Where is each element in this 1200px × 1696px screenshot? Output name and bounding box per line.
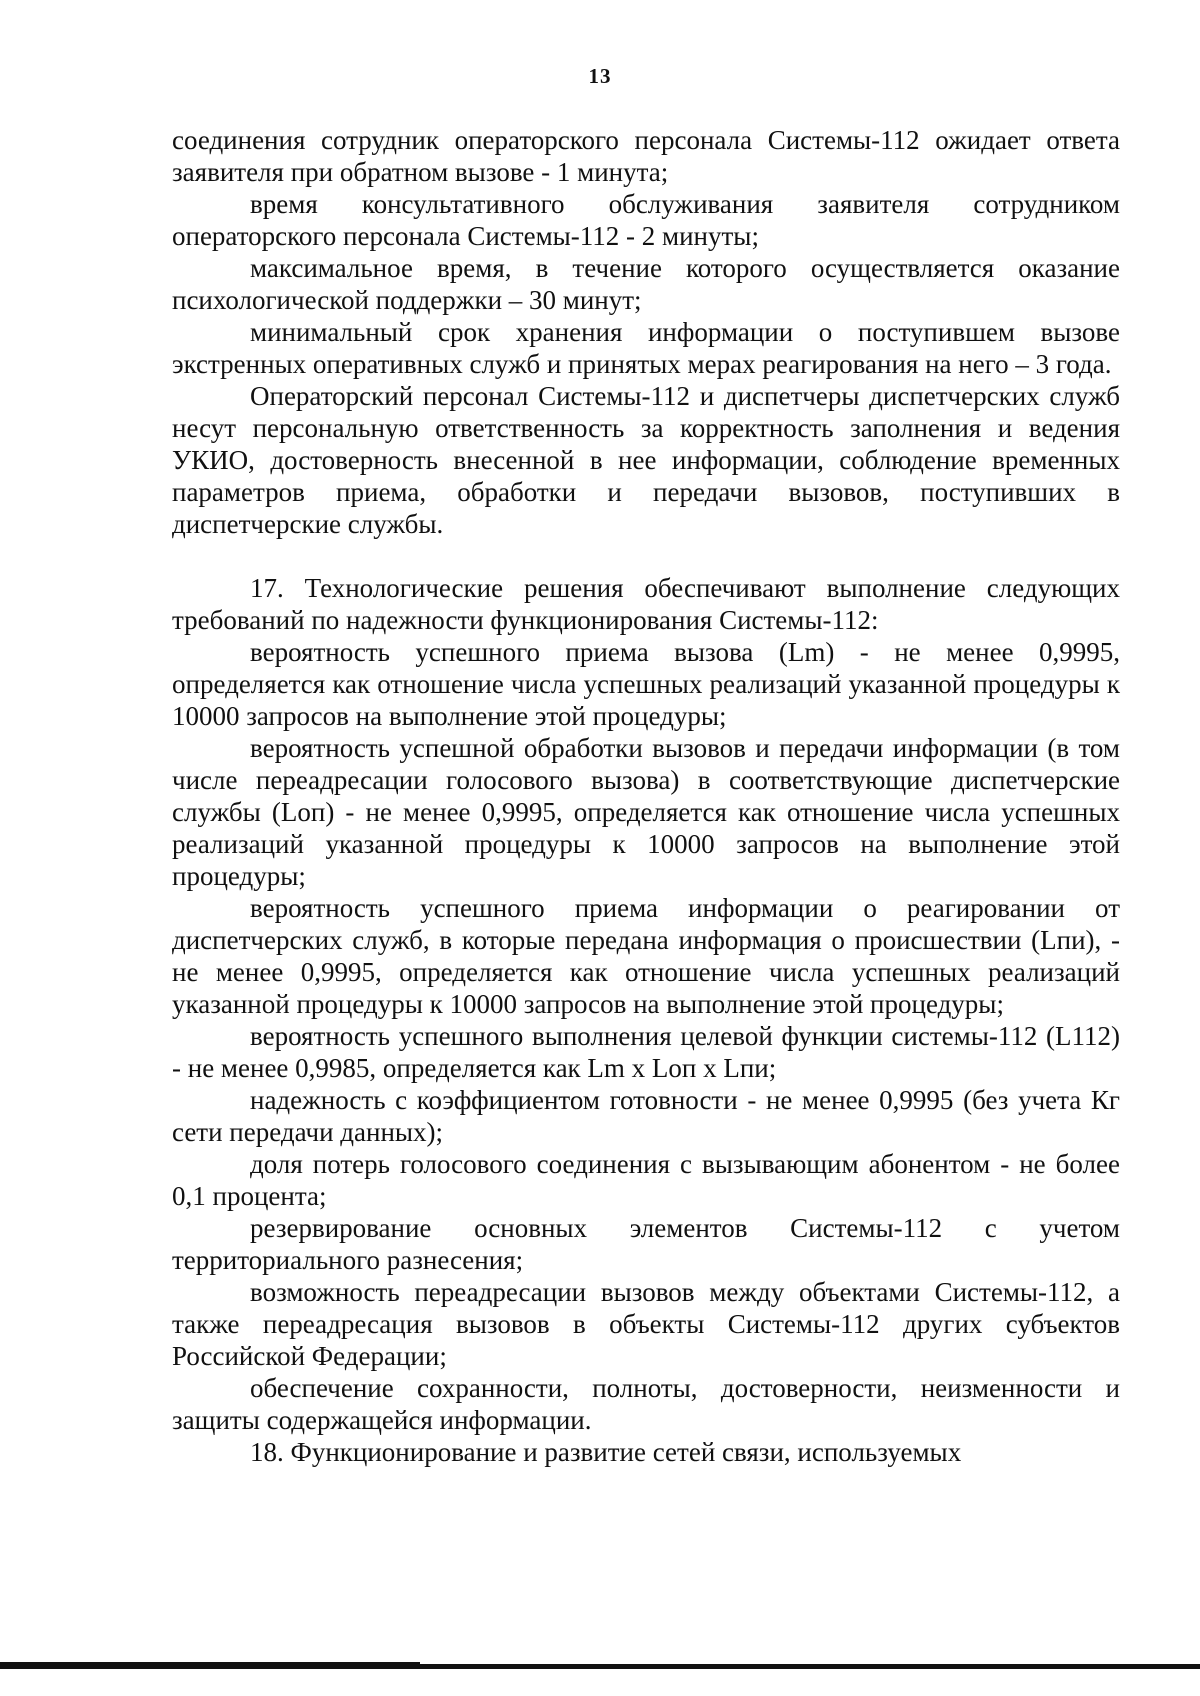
paragraph-availability: надежность с коэффициентом готовности - не менее 0,9995 (без учета Кг сети передачи данных); <box>172 1085 1120 1147</box>
paragraph-section-17: 17. Технологические решения обеспечивают выполнение следующих требований по надежности функционирования Системы-112: <box>172 573 1120 635</box>
paragraph-section-18: 18. Функционирование и развитие сетей связи, используемых <box>250 1437 962 1467</box>
paragraph-storage-period: минимальный срок хранения информации о поступившем вызове экстренных оперативных служб и принятых мерах реагирования на него – 3 года. <box>172 317 1120 379</box>
document-body <box>172 124 1120 1468</box>
paragraph-data-integrity: обеспечение сохранности, полноты, достоверности, неизменности и защиты содержащейся информации. <box>172 1373 1120 1435</box>
paragraph-redundancy: резервирование основных элементов Системы-112 с учетом территориального разнесения; <box>172 1213 1120 1275</box>
paragraph-call-processing: вероятность успешной обработки вызовов и передачи информации (в том числе переадресации голосового вызова) в соответствующие диспетчерские службы (Lоп) - не менее 0,9995, определяется как отношение числа успешных реализаций указанной процедуры к 10000 запросов на выполнение этой процедуры; <box>172 733 1120 891</box>
paragraph-psychological-support: максимальное время, в течение которого осуществляется оказание психологической поддержки – 30 минут; <box>172 253 1120 315</box>
page-number: 13 <box>588 64 612 88</box>
scan-edge-line <box>0 1664 1200 1669</box>
paragraph-target-function: вероятность успешного выполнения целевой функции системы-112 (L112) - не менее 0,9985, определяется как Lm x Lоп x Lпи; <box>172 1021 1120 1083</box>
paragraph-response-information: вероятность успешного приема информации о реагировании от диспетчерских служб, в которые передана информация о происшествии (Lпи), - не менее 0,9995, определяется как отношение числа успешных реализаций указанной процедуры к 10000 запросов на выполнение этой процедуры; <box>172 893 1120 1019</box>
paragraph-voice-loss: доля потерь голосового соединения с вызывающим абонентом - не более 0,1 процента; <box>172 1149 1120 1211</box>
paragraph-responsibility: Операторский персонал Системы-112 и диспетчеры диспетчерских служб несут персональную ответственность за корректность заполнения и ведения УКИО, достоверность внесенной в нее информации, соблюдение временных параметров приема, обработки и передачи вызовов, поступивших в диспетчерские службы. <box>172 381 1120 539</box>
paragraph-call-acceptance: вероятность успешного приема вызова (Lm) - не менее 0,9995, определяется как отношение числа успешных реализаций указанной процедуры к 10000 запросов на выполнение этой процедуры; <box>172 637 1120 731</box>
paragraph-call-redirection: возможность переадресации вызовов между объектами Системы-112, а также переадресация вызовов в объекты Системы-112 других субъектов Российской Федерации; <box>172 1277 1120 1371</box>
paragraph-continuation: соединения сотрудник операторского персонала Системы-112 ожидает ответа заявителя при обратном вызове - 1 минута; <box>172 125 1120 187</box>
paragraph-consultation-time: время консультативного обслуживания заявителя сотрудником операторского персонала Системы-112 - 2 минуты; <box>172 189 1120 251</box>
